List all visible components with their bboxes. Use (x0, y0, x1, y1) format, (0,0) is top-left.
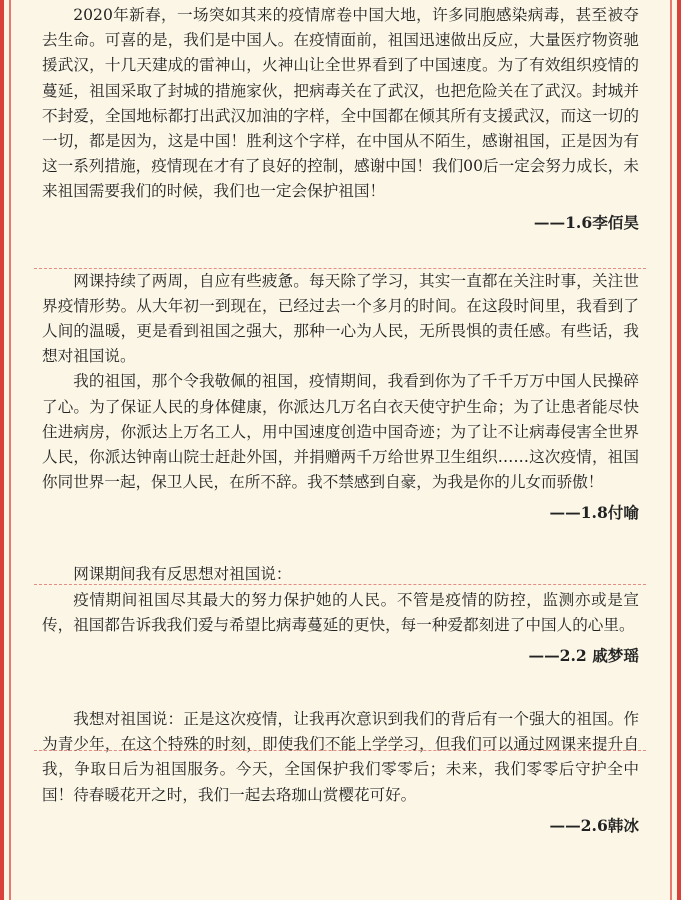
entry-spacer (42, 668, 639, 707)
entry-spacer (42, 235, 639, 269)
message-entry-1 (42, 3, 639, 235)
message-board (42, 3, 639, 838)
message-signature: ——1.6李佰昊 (533, 212, 639, 232)
message-paragraph: 网课持续了两周，自应有些疲惫。每天除了学习，其实一直都在关注时事，关注世界疫情形势。从大年初一到现在，已经过去一个多月的时间。在这段时间里，我看到了人间的温暖，更是看到祖国之强大，那种一心为人民，无所畏惧的责任感。有些话，我想对祖国说。 (42, 271, 639, 366)
message-paragraph: 我的祖国，那个令我敬佩的祖国，疫情期间，我看到你为了千千万万中国人民操碎了心。为了保证人民的身体健康，你派达几万名白衣天使守护生命；为了让患者能尽快住进病房，你派达上万名工人，用中国速度创造中国奇迹；为了让不让病毒侵害全世界人民，你派达钟南山院士赶赴外国，并捐赠两千万给世界卫生组织……这次疫情，祖国你同世界一起，保卫人民，在所不辞。我不禁感到自豪，为我是你的儿女而骄傲！ (42, 372, 639, 492)
message-paragraph: 2020年新春，一场突如其来的疫情席卷中国大地，许多同胞感染病毒，甚至被夺去生命。可喜的是，我们是中国人。在疫情面前，祖国迅速做出反应，大量医疗物资驰援武汉，十几天建成的雷神山，火神山让全世界看到了中国速度。为了有效组织疫情的蔓延，祖国采取了封城的措施家伙，把病毒关在了武汉，也把危险关在了武汉。封城并不封爱，全国地标都打出武汉加油的字样，全中国都在倾其所有支援武汉，而这一切的一切，都是因为，这是中国！胜利这个字样，在中国从不陌生，感谢祖国，正是因为有这一系列措施，疫情现在才有了良好的控制，感谢中国！我们00后一定会努力成长，未来祖国需要我们的时候，我们也一定会保护祖国！ (42, 6, 639, 201)
message-entry-4 (42, 707, 639, 838)
message-paragraph: 疫情期间祖国尽其最大的努力保护她的人民。不管是疫情的防控，监测亦或是宣传，祖国都告诉我我们爱与希望比病毒蔓延的更快，每一种爱都刻进了中国人的心里。 (42, 590, 639, 634)
message-paragraph: 网课期间我有反思想对祖国说： (73, 565, 292, 584)
message-entry-2 (42, 269, 639, 526)
entry-spacer (42, 525, 639, 562)
message-signature: ——1.8付喻 (549, 503, 639, 523)
message-signature: ——2.2 戚梦瑶 (528, 646, 639, 666)
message-paragraph: 我想对祖国说：正是这次疫情，让我再次意识到我们的背后有一个强大的祖国。作为青少年，在这个特殊的时刻，即使我们不能上学学习，但我们可以通过网课来提升自我，争取日后为祖国服务。今天，全国保护我们零零后；未来，我们零零后守护全中国！待春暖花开之时，我们一起去珞珈山赏樱花可好。 (42, 710, 639, 804)
message-signature: ——2.6韩冰 (549, 815, 639, 835)
message-entry-3 (42, 562, 639, 668)
